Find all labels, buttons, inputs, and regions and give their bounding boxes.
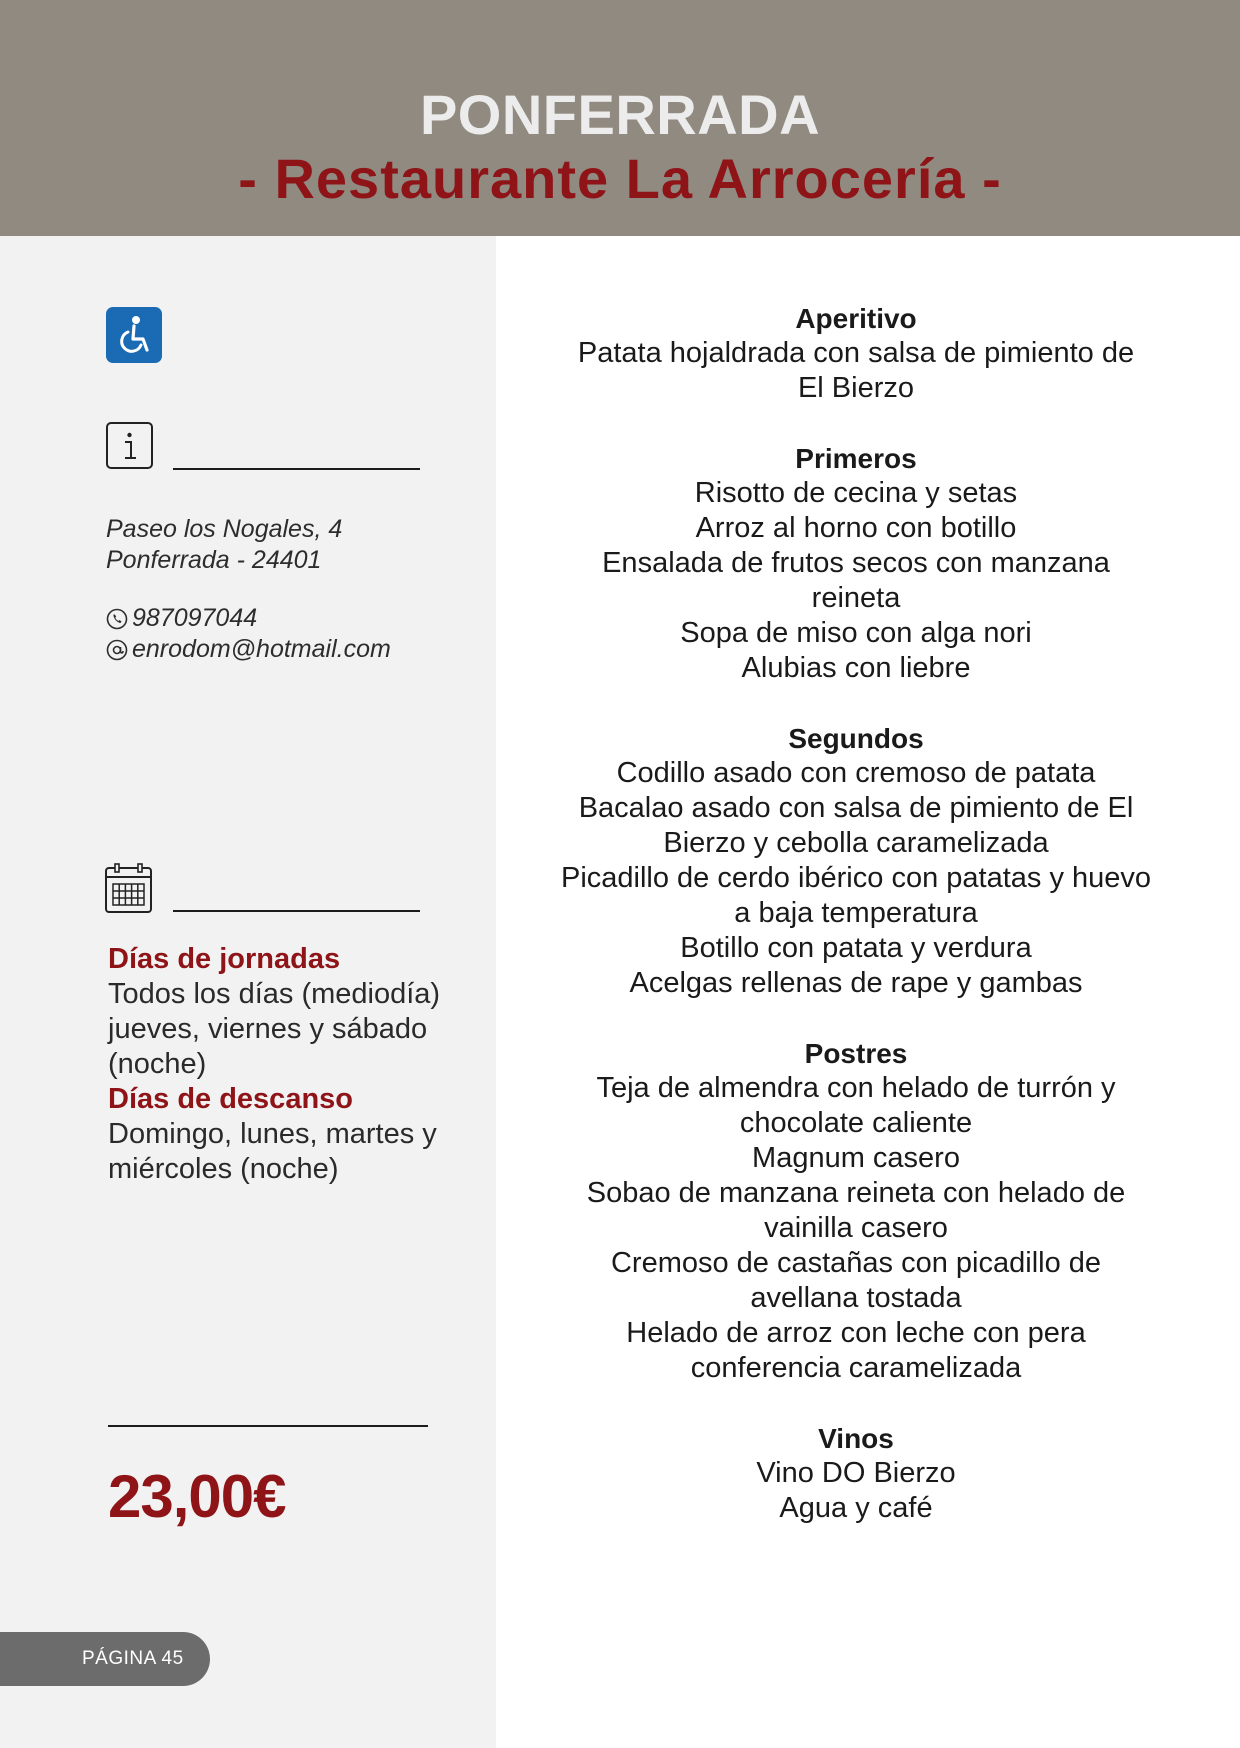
- menu-item-line: Ensalada de frutos secos con manzana: [602, 547, 1110, 579]
- section-gap: [556, 1386, 1156, 1421]
- menu-item-line: Cremoso de castañas con picadillo de: [610, 1247, 1102, 1279]
- days-text: Todos los días (mediodía) jueves, viernes y sábado (noche): [108, 978, 441, 1080]
- city-title: PONFERRADA: [419, 83, 821, 146]
- menu-item-line: Acelgas rellenas de rape y gambas: [629, 967, 1083, 999]
- menu-section-title: Primeros: [795, 443, 917, 474]
- menu-item-line: Agua y café: [779, 1492, 933, 1524]
- phone-row: [106, 603, 486, 634]
- restaurant-title: - Restaurante La Arrocería -: [238, 147, 1002, 210]
- menu-item-line: Risotto de cecina y setas: [694, 477, 1018, 509]
- header-banner: [0, 0, 1240, 236]
- menu-item-line: Vino DO Bierzo: [756, 1457, 956, 1489]
- menu-item-line: reineta: [811, 582, 901, 614]
- section-gap: [556, 406, 1156, 441]
- info-divider: [173, 468, 420, 470]
- menu-item-line: Botillo con patata y verdura: [680, 932, 1032, 964]
- menu-list: [556, 301, 1156, 1526]
- menu-item-line: Sobao de manzana reineta con helado de: [586, 1177, 1126, 1209]
- rest-text: Domingo, lunes, martes y miércoles (noche): [108, 1118, 437, 1185]
- menu-item-line: Patata hojaldrada con salsa de pimiento de: [577, 337, 1135, 369]
- menu-item-line: conferencia caramelizada: [690, 1352, 1022, 1384]
- menu-section: [556, 441, 1156, 686]
- menu-section: [556, 301, 1156, 406]
- menu-item-line: vainilla casero: [764, 1212, 948, 1244]
- section-gap: [556, 686, 1156, 721]
- menu-item-line: Picadillo de cerdo ibérico con patatas y huevo: [560, 862, 1152, 894]
- menu-item-line: Arroz al horno con botillo: [695, 512, 1017, 544]
- page-number: PÁGINA 45: [82, 1648, 184, 1669]
- page-number-tab: [0, 1632, 210, 1686]
- menu-section-title: Postres: [804, 1038, 908, 1069]
- menu-item-line: Helado de arroz con leche con pera: [626, 1317, 1086, 1349]
- menu-item-line: a baja temperatura: [734, 897, 978, 929]
- days-label: Días de jornadas: [108, 943, 341, 975]
- menu-section: [556, 721, 1156, 1001]
- email-row: [106, 634, 486, 665]
- address-line-1: Paseo los Nogales, 4: [106, 515, 343, 543]
- opening-days: [108, 942, 488, 1187]
- menu-item-line: Alubias con liebre: [741, 652, 971, 684]
- menu-price: 23,00€: [108, 1463, 286, 1530]
- section-gap: [556, 1001, 1156, 1036]
- address: [106, 514, 486, 576]
- calendar-divider: [173, 910, 420, 912]
- menu-item-line: El Bierzo: [797, 372, 915, 404]
- menu-item-line: Magnum casero: [752, 1142, 960, 1174]
- menu-section: [556, 1421, 1156, 1526]
- menu-item-line: chocolate caliente: [739, 1107, 973, 1139]
- rest-label: Días de descanso: [108, 1083, 353, 1115]
- menu-item-line: Codillo asado con cremoso de patata: [616, 757, 1096, 789]
- email-address[interactable]: enrodom@hotmail.com: [132, 635, 391, 663]
- menu-item-line: Bierzo y cebolla caramelizada: [663, 827, 1049, 859]
- email-at-icon: [106, 639, 128, 661]
- menu-section-title: Aperitivo: [795, 303, 917, 334]
- phone-number: 987097044: [132, 604, 258, 632]
- menu-item-line: Bacalao asado con salsa de pimiento de El: [578, 792, 1134, 824]
- menu-item-line: avellana tostada: [750, 1282, 962, 1314]
- wheelchair-accessible-icon: [106, 307, 162, 363]
- phone-icon: [106, 608, 128, 630]
- menu-item-line: Teja de almendra con helado de turrón y: [596, 1072, 1116, 1104]
- price-divider: [108, 1425, 428, 1427]
- calendar-icon: [104, 862, 154, 914]
- menu-section: [556, 1036, 1156, 1386]
- info-icon: [105, 421, 155, 471]
- address-line-2: Ponferrada - 24401: [106, 546, 322, 574]
- menu-section-title: Segundos: [788, 723, 924, 754]
- menu-section-title: Vinos: [818, 1423, 894, 1454]
- menu-item-line: Sopa de miso con alga nori: [680, 617, 1032, 649]
